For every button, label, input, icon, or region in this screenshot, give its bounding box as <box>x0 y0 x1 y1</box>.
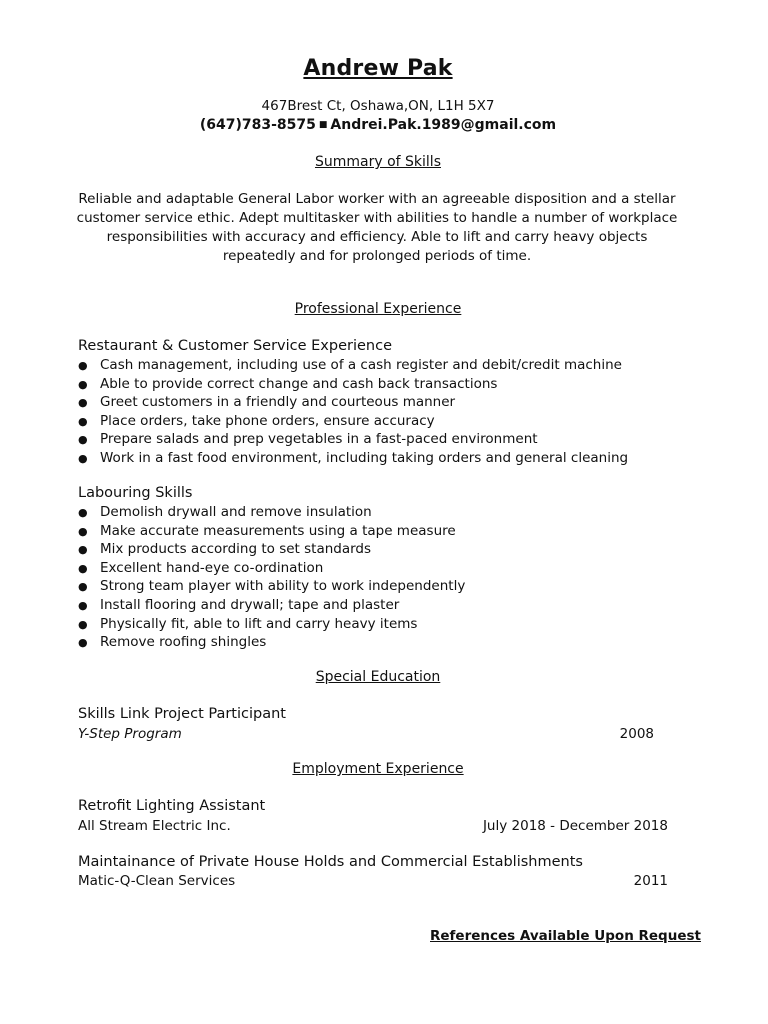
education-date: 2008 <box>619 726 654 742</box>
employment-entry-detail-row <box>78 873 668 889</box>
list-item: ● Make accurate measurements using a tape measure <box>78 522 465 541</box>
list-item: ● Place orders, take phone orders, ensure accuracy <box>78 412 628 431</box>
list-item: ● Physically fit, able to lift and carry heavy items <box>78 615 465 634</box>
bullet-icon: ● <box>78 636 88 650</box>
summary-line: Reliable and adaptable General Labor worker with an agreeable disposition and a stellar <box>78 191 676 207</box>
list-item: ● Prepare salads and prep vegetables in a fast-paced environment <box>78 430 628 449</box>
bullet-icon: ● <box>78 359 88 372</box>
list-item: ● Greet customers in a friendly and courteous manner <box>78 393 628 412</box>
employment-experience-title: Employment Experience <box>292 761 464 777</box>
education-entry-heading: Skills Link Project Participant <box>78 706 286 722</box>
bullet-icon: ● <box>78 451 88 465</box>
square-bullet-icon: ■ <box>318 120 328 130</box>
employment-entry-heading: Retrofit Lighting Assistant <box>78 798 266 814</box>
employment-entry-detail-row <box>78 818 668 834</box>
bullet-icon: ● <box>78 433 88 447</box>
professional-experience-title: Professional Experience <box>294 301 462 317</box>
bullet-icon: ● <box>78 396 88 410</box>
list-item: ● Excellent hand-eye co-ordination <box>78 559 465 578</box>
list-item: ● Strong team player with ability to work independently <box>78 577 465 596</box>
bullet-icon: ● <box>78 561 88 575</box>
summary-line: customer service ethic. Adept multitasker with abilities to handle a number of workplace <box>76 210 678 226</box>
list-item: ● Work in a fast food environment, including taking orders and general cleaning <box>78 449 628 468</box>
bullet-icon: ● <box>78 524 88 538</box>
applicant-address: 467Brest Ct, Oshawa,ON, L1H 5X7 <box>261 98 495 114</box>
bullet-icon: ● <box>78 617 88 631</box>
bullet-icon: ● <box>78 377 88 391</box>
bullet-icon: ● <box>78 580 88 594</box>
education-entry-detail-row <box>78 726 654 742</box>
employer-name: All Stream Electric Inc. <box>78 818 231 834</box>
list-item: ● Mix products according to set standards <box>78 540 465 559</box>
phone-number: (647)783-8575 <box>199 117 316 133</box>
education-program: Y-Step Program <box>78 726 182 742</box>
list-item: ● Install flooring and drywall; tape and plaster <box>78 596 465 615</box>
applicant-name: Andrew Pak <box>303 56 453 81</box>
bullet-icon: ● <box>78 598 88 612</box>
employment-entry-heading: Maintainance of Private House Holds and Commercial Establishments <box>78 854 583 870</box>
employment-dates: July 2018 - December 2018 <box>482 818 668 834</box>
bullet-icon: ● <box>78 543 88 557</box>
bullet-icon: ● <box>78 506 88 519</box>
list-item: ● Remove roofing shingles <box>78 633 465 652</box>
list-item: ● Demolish drywall and remove insulation <box>78 503 465 522</box>
email-address: Andrei.Pak.1989@gmail.com <box>330 117 557 133</box>
summary-title: Summary of Skills <box>314 154 441 170</box>
restaurant-skills-list <box>78 356 628 468</box>
special-education-title: Special Education <box>315 669 441 685</box>
summary-text <box>76 190 678 266</box>
contact-line <box>0 117 756 133</box>
bullet-icon: ● <box>78 414 88 428</box>
summary-line: responsibilities with accuracy and efficiency. Able to lift and carry heavy objects <box>106 229 648 245</box>
summary-line: repeatedly and for prolonged periods of time. <box>222 248 532 264</box>
labouring-skills-list <box>78 503 465 652</box>
list-item: ● Cash management, including use of a cash register and debit/credit machine <box>78 356 628 375</box>
restaurant-experience-heading: Restaurant & Customer Service Experience <box>78 338 393 354</box>
employment-dates: 2011 <box>633 873 668 889</box>
labouring-skills-heading: Labouring Skills <box>78 485 193 501</box>
employer-name: Matic-Q-Clean Services <box>78 873 236 889</box>
list-item: ● Able to provide correct change and cash back transactions <box>78 375 628 394</box>
references-note: References Available Upon Request <box>430 928 701 944</box>
